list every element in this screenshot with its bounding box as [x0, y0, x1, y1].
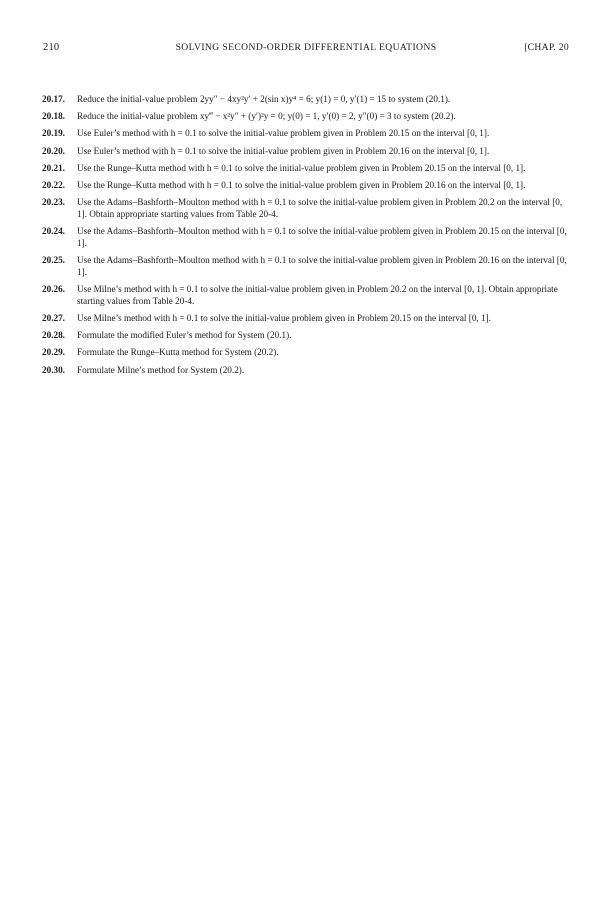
- problem-text: Use Milne’s method with h = 0.1 to solve the initial-value problem given in Problem 20.15 on the interval [0, 1].: [77, 313, 491, 324]
- problem-number: 20.22.: [42, 179, 65, 190]
- problem-text: Use the Adams–Bashforth–Moulton method with h = 0.1 to solve the initial-value problem given in Problem 20.15 on the interval [0, 1].: [77, 226, 567, 248]
- problem-item: [42, 197, 570, 221]
- problem-item: [42, 365, 570, 377]
- problem-number: 20.18.: [42, 111, 65, 122]
- problem-text: Formulate the Runge–Kutta method for System (20.2).: [77, 347, 279, 358]
- problem-text: Reduce the initial-value problem xy‴ − x²y″ + (y′)²y = 0; y(0) = 1, y′(0) = 2, y″(0) = 3 to system (20.2).: [77, 111, 456, 122]
- problem-text: Formulate Milne’s method for System (20.2).: [77, 364, 245, 375]
- problem-text: Use the Runge–Kutta method with h = 0.1 to solve the initial-value problem given in Problem 20.16 on the interval [0, 1].: [77, 179, 526, 190]
- page-header: [43, 42, 569, 56]
- problem-number: 20.28.: [42, 330, 65, 341]
- running-title: SOLVING SECOND-ORDER DIFFERENTIAL EQUATIONS: [175, 42, 437, 53]
- chapter-label: [CHAP. 20: [524, 42, 569, 53]
- problem-item: [42, 255, 570, 279]
- problem-text: Use the Runge–Kutta method with h = 0.1 to solve the initial-value problem given in Problem 20.15 on the interval [0, 1].: [77, 162, 526, 173]
- problem-text: Use the Adams–Bashforth–Moulton method with h = 0.1 to solve the initial-value problem given in Problem 20.16 on the interval [0, 1].: [77, 255, 567, 277]
- problem-item: [42, 180, 570, 192]
- problem-number: 20.29.: [42, 347, 65, 358]
- problem-text: Formulate the modified Euler’s method for System (20.1).: [77, 330, 292, 341]
- problem-list: [42, 94, 570, 382]
- problem-text: Use the Adams–Bashforth–Moulton method with h = 0.1 to solve the initial-value problem given in Problem 20.2 on the interval [0, 1]. Obtain appropriate starting values from Table 20-4.: [77, 197, 563, 219]
- problem-number: 20.26.: [42, 284, 65, 295]
- problem-text: Use Milne’s method with h = 0.1 to solve the initial-value problem given in Problem 20.2 on the interval [0, 1]. Obtain appropriate starting values from Table 20-4.: [77, 284, 558, 306]
- problem-item: [42, 330, 570, 342]
- problem-item: [42, 284, 570, 308]
- problem-number: 20.24.: [42, 226, 65, 237]
- problem-text: Reduce the initial-value problem 2yy″ − 4xy²y′ + 2(sin x)y⁴ = 6; y(1) = 0, y′(1) = 15 to system (20.1).: [77, 94, 451, 104]
- problem-text: Use Euler’s method with h = 0.1 to solve the initial-value problem given in Problem 20.15 on the interval [0, 1].: [77, 128, 490, 139]
- problem-item: [42, 163, 570, 175]
- problem-item: [42, 313, 570, 325]
- problem-number: 20.30.: [42, 364, 65, 375]
- problem-number: 20.21.: [42, 162, 65, 173]
- problem-item: [42, 94, 570, 106]
- problem-number: 20.19.: [42, 128, 65, 139]
- problem-text: Use Euler’s method with h = 0.1 to solve the initial-value problem given in Problem 20.16 on the interval [0, 1].: [77, 145, 490, 156]
- problem-number: 20.17.: [42, 94, 65, 104]
- problem-number: 20.25.: [42, 255, 65, 266]
- problem-item: [42, 146, 570, 158]
- problem-number: 20.27.: [42, 313, 65, 324]
- problem-number: 20.20.: [42, 145, 65, 156]
- problem-number: 20.23.: [42, 197, 65, 208]
- problem-item: [42, 128, 570, 140]
- page-number: 210: [43, 42, 60, 53]
- problem-item: [42, 226, 570, 250]
- problem-item: [42, 111, 570, 123]
- problem-item: [42, 347, 570, 359]
